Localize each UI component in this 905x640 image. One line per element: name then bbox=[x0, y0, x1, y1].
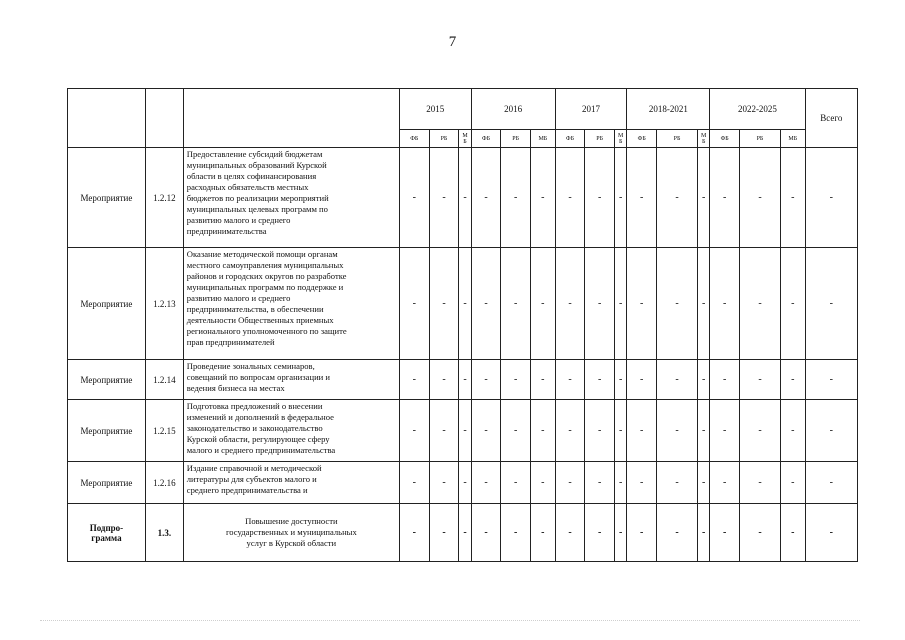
page-number: 7 bbox=[448, 34, 457, 50]
value-cell: - bbox=[740, 504, 781, 562]
value-cell: - bbox=[501, 248, 531, 360]
value-cell: - bbox=[657, 360, 698, 400]
value-cell: - bbox=[399, 148, 429, 248]
header-funding-source: М Б bbox=[459, 130, 471, 148]
value-cell: - bbox=[615, 360, 627, 400]
value-cell: - bbox=[657, 400, 698, 462]
row-code: 1.2.16 bbox=[145, 462, 183, 504]
value-cell: - bbox=[698, 360, 710, 400]
header-funding-source: ФБ bbox=[471, 130, 501, 148]
table-row bbox=[68, 360, 858, 400]
row-type: Мероприятие bbox=[68, 400, 146, 462]
value-cell: - bbox=[399, 504, 429, 562]
value-cell: - bbox=[585, 248, 615, 360]
table-row bbox=[68, 148, 858, 248]
value-cell: - bbox=[501, 400, 531, 462]
value-cell: - bbox=[657, 148, 698, 248]
value-cell: - bbox=[459, 148, 471, 248]
value-cell: - bbox=[615, 462, 627, 504]
value-cell: - bbox=[615, 248, 627, 360]
value-cell: - bbox=[698, 504, 710, 562]
value-cell: - bbox=[459, 462, 471, 504]
header-funding-source: РБ bbox=[585, 130, 615, 148]
row-code: 1.2.12 bbox=[145, 148, 183, 248]
value-cell: - bbox=[429, 360, 459, 400]
value-cell: - bbox=[698, 248, 710, 360]
value-cell: - bbox=[740, 400, 781, 462]
row-type: Подпро- грамма bbox=[68, 504, 146, 562]
value-cell: - bbox=[615, 504, 627, 562]
value-cell: - bbox=[585, 148, 615, 248]
value-cell: - bbox=[710, 462, 740, 504]
value-cell: - bbox=[740, 462, 781, 504]
value-cell: - bbox=[710, 504, 740, 562]
row-type: Мероприятие bbox=[68, 248, 146, 360]
header-total: Всего bbox=[805, 89, 857, 148]
value-cell: - bbox=[399, 248, 429, 360]
value-cell: - bbox=[710, 148, 740, 248]
header-funding-source: РБ bbox=[657, 130, 698, 148]
value-cell: - bbox=[698, 462, 710, 504]
value-cell: - bbox=[459, 504, 471, 562]
value-cell: - bbox=[429, 504, 459, 562]
value-cell: - bbox=[471, 462, 501, 504]
value-cell: - bbox=[531, 248, 556, 360]
header-funding-source: ФБ bbox=[710, 130, 740, 148]
value-cell: - bbox=[429, 148, 459, 248]
value-cell: - bbox=[471, 248, 501, 360]
value-cell: - bbox=[531, 148, 556, 248]
value-cell: - bbox=[710, 400, 740, 462]
value-cell: - bbox=[740, 360, 781, 400]
value-cell: - bbox=[585, 504, 615, 562]
value-cell: - bbox=[740, 248, 781, 360]
row-code: 1.2.15 bbox=[145, 400, 183, 462]
row-type: Мероприятие bbox=[68, 148, 146, 248]
value-cell: - bbox=[585, 360, 615, 400]
row-description: Подготовка предложений о внесении изменений и дополнений в федеральное законодательство и законодательство Курской области, регулирующее сферу малого и среднего предпринимательства bbox=[183, 400, 399, 462]
value-cell: - bbox=[627, 148, 657, 248]
value-cell: - bbox=[501, 360, 531, 400]
value-cell: - bbox=[627, 248, 657, 360]
value-cell: - bbox=[555, 504, 585, 562]
table-row bbox=[68, 248, 858, 360]
value-cell: - bbox=[471, 360, 501, 400]
row-type: Мероприятие bbox=[68, 360, 146, 400]
value-cell: - bbox=[555, 148, 585, 248]
header-funding-source: МБ bbox=[531, 130, 556, 148]
value-cell: - bbox=[740, 148, 781, 248]
header-year: 2015 bbox=[399, 89, 471, 130]
value-cell: - bbox=[710, 360, 740, 400]
header-funding-source: РБ bbox=[740, 130, 781, 148]
scan-artifact-line bbox=[40, 620, 860, 625]
value-cell: - bbox=[627, 462, 657, 504]
value-cell: - bbox=[555, 360, 585, 400]
header-funding-source: РБ bbox=[429, 130, 459, 148]
header-year: 2017 bbox=[555, 89, 627, 130]
value-cell: - bbox=[501, 462, 531, 504]
value-cell: - bbox=[555, 400, 585, 462]
table-body bbox=[68, 148, 858, 562]
header-row-years bbox=[68, 89, 858, 130]
header-funding-source: ФБ bbox=[399, 130, 429, 148]
value-cell: - bbox=[585, 400, 615, 462]
value-cell: - bbox=[657, 462, 698, 504]
value-cell: - bbox=[805, 148, 857, 248]
value-cell: - bbox=[780, 400, 805, 462]
value-cell: - bbox=[585, 462, 615, 504]
value-cell: - bbox=[657, 248, 698, 360]
value-cell: - bbox=[459, 360, 471, 400]
value-cell: - bbox=[615, 148, 627, 248]
header-blank-desc bbox=[183, 89, 399, 148]
row-description: Оказание методической помощи органам местного самоуправления муниципальных районов и городских округов по разработке муниципальных программ по поддержке и развитию малого и среднего предпринимательства, в обеспечении деятельности Общественных приемных регионального уполномоченного по защите прав предпринимателей bbox=[183, 248, 399, 360]
value-cell: - bbox=[805, 462, 857, 504]
value-cell: - bbox=[531, 360, 556, 400]
header-blank-type bbox=[68, 89, 146, 148]
header-funding-source: М Б bbox=[615, 130, 627, 148]
header-funding-source: ФБ bbox=[627, 130, 657, 148]
value-cell: - bbox=[657, 504, 698, 562]
table-row bbox=[68, 400, 858, 462]
row-code: 1.2.14 bbox=[145, 360, 183, 400]
value-cell: - bbox=[531, 504, 556, 562]
value-cell: - bbox=[698, 148, 710, 248]
value-cell: - bbox=[780, 360, 805, 400]
value-cell: - bbox=[780, 462, 805, 504]
value-cell: - bbox=[399, 360, 429, 400]
value-cell: - bbox=[531, 400, 556, 462]
header-year: 2022-2025 bbox=[710, 89, 805, 130]
row-description: Повышение доступности государственных и муниципальных услуг в Курской области bbox=[183, 504, 399, 562]
value-cell: - bbox=[459, 248, 471, 360]
value-cell: - bbox=[471, 148, 501, 248]
row-code: 1.3. bbox=[145, 504, 183, 562]
value-cell: - bbox=[429, 462, 459, 504]
row-code: 1.2.13 bbox=[145, 248, 183, 360]
header-year: 2016 bbox=[471, 89, 555, 130]
row-description: Издание справочной и методической литературы для субъектов малого и среднего предпринимательства и bbox=[183, 462, 399, 504]
table-row bbox=[68, 504, 858, 562]
value-cell: - bbox=[399, 400, 429, 462]
value-cell: - bbox=[805, 360, 857, 400]
value-cell: - bbox=[399, 462, 429, 504]
header-year: 2018-2021 bbox=[627, 89, 710, 130]
value-cell: - bbox=[501, 504, 531, 562]
header-funding-source: ФБ bbox=[555, 130, 585, 148]
value-cell: - bbox=[555, 248, 585, 360]
value-cell: - bbox=[805, 248, 857, 360]
value-cell: - bbox=[780, 248, 805, 360]
value-cell: - bbox=[627, 504, 657, 562]
value-cell: - bbox=[471, 400, 501, 462]
value-cell: - bbox=[459, 400, 471, 462]
budget-table bbox=[67, 88, 858, 562]
row-type: Мероприятие bbox=[68, 462, 146, 504]
value-cell: - bbox=[429, 400, 459, 462]
value-cell: - bbox=[429, 248, 459, 360]
value-cell: - bbox=[471, 504, 501, 562]
value-cell: - bbox=[780, 148, 805, 248]
header-funding-source: РБ bbox=[501, 130, 531, 148]
header-funding-source: МБ bbox=[780, 130, 805, 148]
value-cell: - bbox=[531, 462, 556, 504]
value-cell: - bbox=[698, 400, 710, 462]
value-cell: - bbox=[615, 400, 627, 462]
header-funding-source: М Б bbox=[698, 130, 710, 148]
value-cell: - bbox=[805, 504, 857, 562]
value-cell: - bbox=[710, 248, 740, 360]
value-cell: - bbox=[501, 148, 531, 248]
value-cell: - bbox=[805, 400, 857, 462]
header-blank-code bbox=[145, 89, 183, 148]
value-cell: - bbox=[627, 360, 657, 400]
table-row bbox=[68, 462, 858, 504]
value-cell: - bbox=[627, 400, 657, 462]
row-description: Проведение зональных семинаров, совещаний по вопросам организации и ведения бизнеса на местах bbox=[183, 360, 399, 400]
row-description: Предоставление субсидий бюджетам муниципальных образований Курской области в целях софинансирования расходных обязательств местных бюджетов по реализации мероприятий муниципальных целевых программ по развитию малого и среднего предпринимательства bbox=[183, 148, 399, 248]
value-cell: - bbox=[780, 504, 805, 562]
value-cell: - bbox=[555, 462, 585, 504]
